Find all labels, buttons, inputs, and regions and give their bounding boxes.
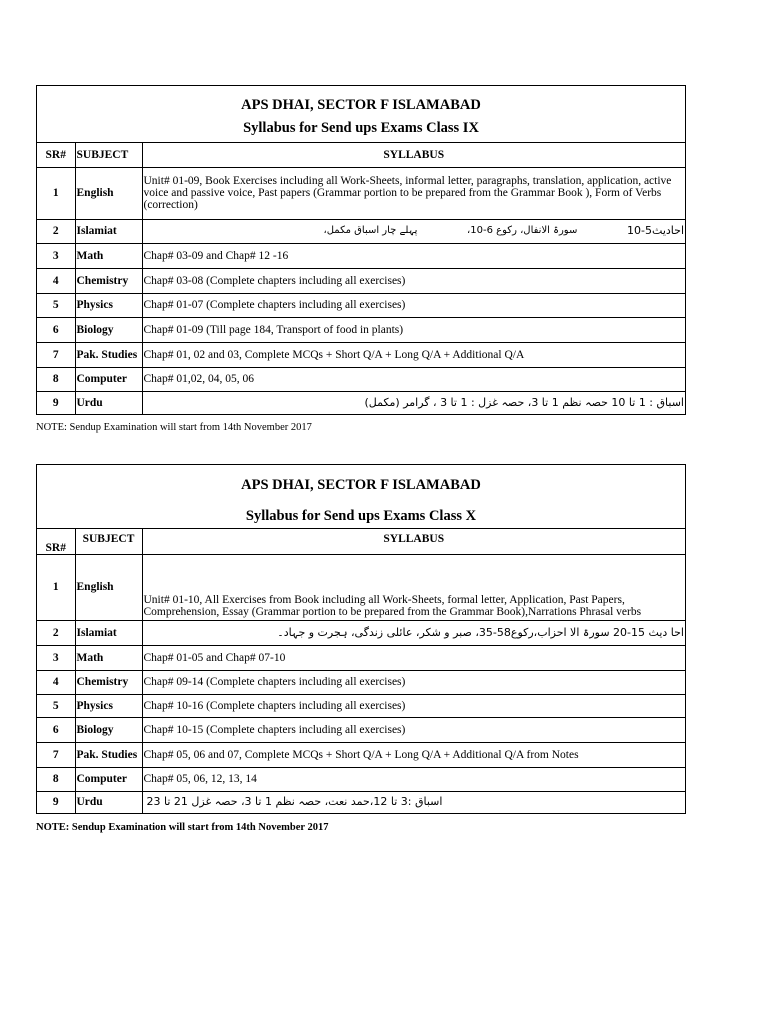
row-subject: Islamiat bbox=[75, 219, 142, 243]
row-subject: Biology bbox=[75, 717, 142, 742]
row-syllabus: Chap# 01, 02 and 03, Complete MCQs + Short Q/A + Long Q/A + Additional Q/A bbox=[142, 342, 685, 367]
row-sr: 3 bbox=[37, 645, 75, 670]
row-syllabus: Chap# 09-14 (Complete chapters including all exercises) bbox=[142, 670, 685, 694]
school-name: APS DHAI, SECTOR F ISLAMABAD bbox=[241, 477, 481, 493]
row-syllabus: Unit# 01-10, All Exercises from Book including all Work-Sheets, formal letter, Application, Past Papers, Comprehension, Essay (Grammar portion to be prepared from the Grammar Book),Narrations Phrasal verbs bbox=[142, 554, 685, 620]
table-row bbox=[37, 645, 685, 670]
header-sr: SR# bbox=[37, 143, 75, 167]
islamiat-part-b: سورۃ الانفال، رکوع 6-10، bbox=[467, 225, 578, 236]
row-sr: 8 bbox=[37, 767, 75, 791]
table-row bbox=[37, 694, 685, 717]
syllabus-title: Syllabus for Send ups Exams Class X bbox=[245, 508, 477, 524]
row-subject: Urdu bbox=[75, 791, 142, 813]
row-syllabus: Chap# 10-16 (Complete chapters including all exercises) bbox=[142, 694, 685, 717]
row-syllabus: Unit# 01-09, Book Exercises including all Work-Sheets, informal letter, paragraphs, translation, application, active voice and passive voice, Past papers (Grammar portion to be prepared from the Grammar Book ), Form of Verbs (correction) bbox=[142, 167, 685, 219]
row-syllabus bbox=[142, 219, 685, 243]
row-syllabus: Chap# 05, 06, 12, 13, 14 bbox=[142, 767, 685, 791]
table-title-block bbox=[37, 86, 685, 143]
header-sr: SR# bbox=[37, 529, 75, 554]
row-sr: 1 bbox=[37, 554, 75, 620]
row-sr: 2 bbox=[37, 219, 75, 243]
row-syllabus: Chap# 01,02, 04, 05, 06 bbox=[142, 367, 685, 391]
row-syllabus: Chap# 01-09 (Till page 184, Transport of food in plants) bbox=[142, 317, 685, 342]
row-subject: Chemistry bbox=[75, 670, 142, 694]
header-syllabus: SYLLABUS bbox=[142, 529, 685, 554]
row-syllabus: Chap# 01-07 (Complete chapters including all exercises) bbox=[142, 293, 685, 317]
row-subject: Pak. Studies bbox=[75, 742, 142, 767]
islamiat-part-c: پہلے چار اسباق مکمل، bbox=[323, 225, 418, 236]
table-row bbox=[37, 367, 685, 391]
row-sr: 2 bbox=[37, 620, 75, 645]
row-sr: 7 bbox=[37, 742, 75, 767]
row-subject: Chemistry bbox=[75, 268, 142, 293]
exam-note: NOTE: Sendup Examination will start from 14th November 2017 bbox=[36, 822, 329, 833]
syllabus-title: Syllabus for Send ups Exams Class IX bbox=[243, 120, 479, 136]
row-subject: Computer bbox=[75, 767, 142, 791]
row-syllabus: اسباق : 1 تا 10 حصہ نظم 1 تا 3، حصہ غزل : 1 تا 3 ، گرامر (مکمل) bbox=[142, 391, 685, 414]
row-sr: 8 bbox=[37, 367, 75, 391]
row-sr: 3 bbox=[37, 243, 75, 268]
islamiat-part-a: احادیث5-10 bbox=[627, 224, 684, 237]
table-row bbox=[37, 342, 685, 367]
syllabus-table-class-x bbox=[36, 464, 686, 814]
table-row bbox=[37, 167, 685, 219]
row-sr: 6 bbox=[37, 717, 75, 742]
row-subject: Pak. Studies bbox=[75, 342, 142, 367]
table-row bbox=[37, 391, 685, 414]
row-sr: 9 bbox=[37, 791, 75, 813]
row-sr: 5 bbox=[37, 694, 75, 717]
row-sr: 9 bbox=[37, 391, 75, 414]
syllabus-grid bbox=[37, 143, 685, 414]
table-row bbox=[37, 742, 685, 767]
row-sr: 6 bbox=[37, 317, 75, 342]
row-syllabus: احا دیث 15-20 سورۃ الا احزاب،رکوع58-35، صبر و شکر، عائلی زندگی، ہجرت و جہاد۔ bbox=[142, 620, 685, 645]
table-title-block bbox=[37, 465, 685, 529]
row-syllabus: Chap# 10-15 (Complete chapters including all exercises) bbox=[142, 717, 685, 742]
table-row bbox=[37, 670, 685, 694]
table-row bbox=[37, 554, 685, 620]
row-syllabus: Chap# 01-05 and Chap# 07-10 bbox=[142, 645, 685, 670]
table-row bbox=[37, 767, 685, 791]
table-row bbox=[37, 268, 685, 293]
row-subject: Math bbox=[75, 243, 142, 268]
row-sr: 4 bbox=[37, 268, 75, 293]
row-sr: 7 bbox=[37, 342, 75, 367]
header-subject: SUBJECT bbox=[75, 143, 142, 167]
row-subject: Biology bbox=[75, 317, 142, 342]
header-syllabus: SYLLABUS bbox=[142, 143, 685, 167]
table-row bbox=[37, 620, 685, 645]
table-row bbox=[37, 219, 685, 243]
row-subject: Math bbox=[75, 645, 142, 670]
table-row bbox=[37, 317, 685, 342]
syllabus-grid bbox=[37, 529, 685, 813]
row-subject: English bbox=[75, 554, 142, 620]
row-sr: 5 bbox=[37, 293, 75, 317]
table-row bbox=[37, 243, 685, 268]
row-subject: English bbox=[75, 167, 142, 219]
row-syllabus: اسباق :3 تا 12،حمد نعت، حصہ نظم 1 تا 3، حصہ غزل 21 تا 23 bbox=[142, 791, 685, 813]
row-syllabus: Chap# 03-09 and Chap# 12 -16 bbox=[142, 243, 685, 268]
table-row bbox=[37, 717, 685, 742]
row-sr: 4 bbox=[37, 670, 75, 694]
row-syllabus: Chap# 03-08 (Complete chapters including all exercises) bbox=[142, 268, 685, 293]
row-syllabus: Chap# 05, 06 and 07, Complete MCQs + Short Q/A + Long Q/A + Additional Q/A from Notes bbox=[142, 742, 685, 767]
row-subject: Physics bbox=[75, 694, 142, 717]
syllabus-table-class-ix bbox=[36, 85, 686, 415]
row-subject: Physics bbox=[75, 293, 142, 317]
row-sr: 1 bbox=[37, 167, 75, 219]
row-subject: Computer bbox=[75, 367, 142, 391]
exam-note: NOTE: Sendup Examination will start from 14th November 2017 bbox=[36, 422, 312, 433]
header-subject: SUBJECT bbox=[75, 529, 142, 554]
row-subject: Islamiat bbox=[75, 620, 142, 645]
table-row bbox=[37, 791, 685, 813]
table-row bbox=[37, 293, 685, 317]
school-name: APS DHAI, SECTOR F ISLAMABAD bbox=[241, 97, 481, 113]
row-subject: Urdu bbox=[75, 391, 142, 414]
